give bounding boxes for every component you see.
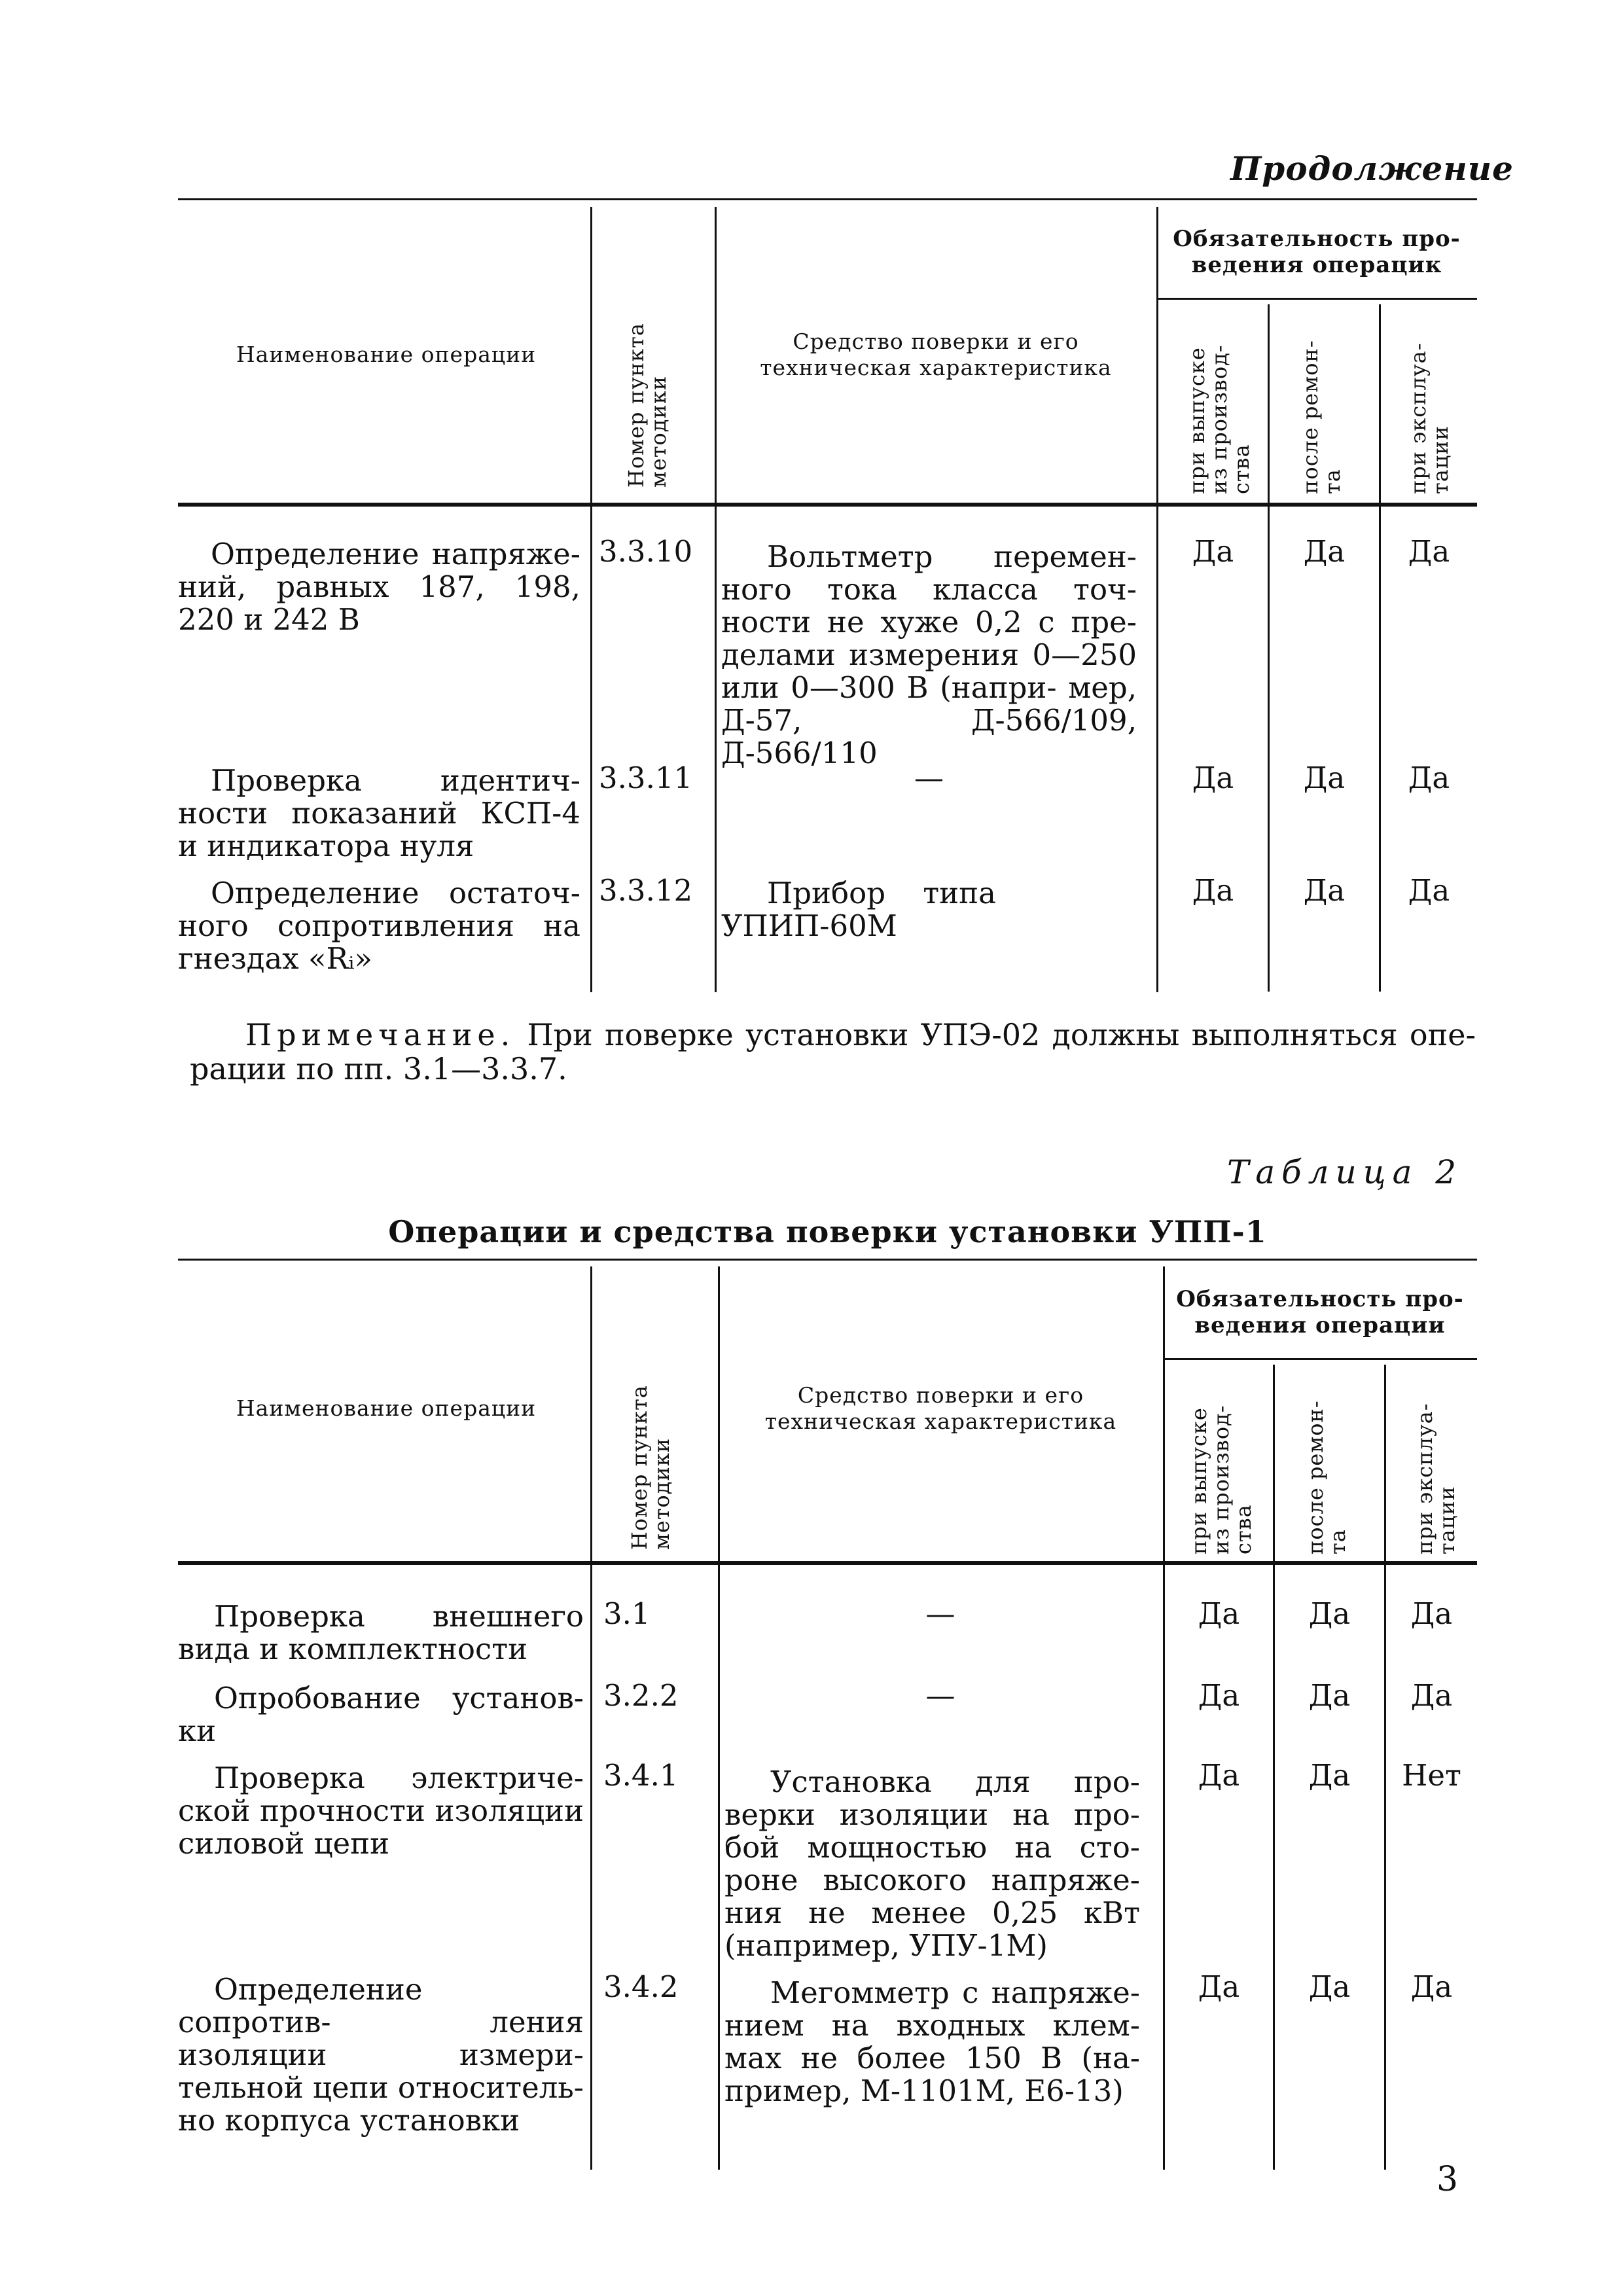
- in-operation: Нет: [1402, 1758, 1461, 1793]
- operation-name: Проверка внешнего вида и комплектности: [178, 1599, 584, 1666]
- at-release: Да: [1198, 1596, 1240, 1631]
- in-operation: Да: [1408, 873, 1450, 908]
- after-repair: Да: [1308, 1969, 1351, 2004]
- header-mandatory: Обязательность про- ведения операции: [1176, 1286, 1464, 1338]
- clause-number: 3.3.10: [599, 534, 693, 569]
- after-repair: Да: [1303, 534, 1346, 569]
- table-top-rule: [178, 198, 1477, 200]
- operation-name: Проверка электриче- ской прочности изоляции силовой цепи: [178, 1761, 584, 1861]
- clause-number: 3.4.1: [603, 1758, 679, 1793]
- in-operation: Да: [1408, 761, 1450, 795]
- column-divider: [715, 207, 717, 992]
- clause-number: 3.3.12: [599, 873, 693, 908]
- at-release: Да: [1198, 1678, 1240, 1713]
- header-bottom-rule: [178, 503, 1477, 507]
- verification-means: —: [925, 1678, 955, 1713]
- operation-name: Определение остаточ- ного сопротивления на гнездах «Rᵢ»: [178, 876, 580, 976]
- continuation-label: Продолжение: [1230, 149, 1514, 188]
- header-in-operation: при эксплуа- тации: [1412, 1403, 1459, 1554]
- header-verification-means: Средство поверки и его техническая характеристика: [760, 329, 1112, 380]
- operation-name: Определение сопротив- ления изоляции измери- тельной цепи относитель- но корпуса установки: [178, 1972, 584, 2138]
- at-release: Да: [1192, 534, 1234, 569]
- verification-means: —: [914, 761, 944, 795]
- in-operation: Да: [1408, 534, 1450, 569]
- operation-name: Проверка идентич- ности показаний КСП-4 и индикатора нуля: [178, 763, 580, 863]
- table-2-label: Таблица 2: [1227, 1153, 1463, 1191]
- verification-means: Прибор типа УПИП-60М: [721, 876, 996, 943]
- table-note: Примечание. При поверке установки УПЭ-02 должны выполняться опе- рации по пп. 3.1—3.3.7.: [190, 1017, 1476, 1086]
- after-repair: Да: [1303, 761, 1346, 795]
- column-divider: [590, 207, 592, 992]
- verification-means: Установка для про- верки изоляции на про- бой мощностью на сто- роне высокого напряже- ния не менее 0,25 кВт (например, УПУ-1М): [724, 1765, 1140, 1963]
- header-at-release: при выпуске из производ- ства: [1186, 1405, 1256, 1554]
- after-repair: Да: [1303, 873, 1346, 908]
- header-operation-name: Наименование операции: [236, 1395, 537, 1421]
- header-verification-means: Средство поверки и его техническая характеристика: [764, 1382, 1117, 1434]
- verification-means: Вольтметр перемен- ного тока класса точ- ности не хуже 0,2 с пре- делами измерения 0—250 или 0—300 В (напри- мер, Д-57, Д-566/109, Д-566/110: [721, 539, 1137, 770]
- clause-number: 3.1: [603, 1596, 651, 1631]
- header-in-operation: при эксплуа- тации: [1406, 342, 1453, 494]
- column-divider: [590, 1266, 592, 2170]
- page-number: 3: [1436, 2160, 1459, 2199]
- operation-name: Опробование установ- ки: [178, 1681, 584, 1748]
- header-after-repair: после ремон- та: [1303, 1400, 1350, 1554]
- table-2-title: Операции и средства поверки установки УПП-1: [388, 1214, 1267, 1249]
- header-clause-number: Номер пункта методики: [627, 1385, 674, 1550]
- header-at-release: при выпуске из производ- ства: [1185, 344, 1254, 494]
- header-bottom-rule: [178, 1561, 1477, 1565]
- header-clause-number: Номер пункта методики: [624, 323, 671, 488]
- header-subrule: [1163, 1358, 1477, 1360]
- table-top-rule: [178, 1259, 1477, 1261]
- in-operation: Да: [1410, 1678, 1453, 1713]
- verification-means: —: [925, 1596, 955, 1631]
- header-subrule: [1156, 298, 1477, 300]
- after-repair: Да: [1308, 1678, 1351, 1713]
- header-operation-name: Наименование операции: [236, 342, 537, 367]
- column-divider: [1163, 1266, 1165, 2170]
- clause-number: 3.2.2: [603, 1678, 679, 1713]
- at-release: Да: [1198, 1969, 1240, 2004]
- verification-means: Мегомметр с напряже- нием на входных клем- мах не более 150 В (на- пример, М-1101М, Е6-13): [724, 1975, 1140, 2108]
- at-release: Да: [1198, 1758, 1240, 1793]
- header-after-repair: после ремон- та: [1298, 340, 1345, 494]
- after-repair: Да: [1308, 1758, 1351, 1793]
- in-operation: Да: [1410, 1969, 1453, 2004]
- operation-name: Определение напряже- ний, равных 187, 198, 220 и 242 В: [178, 537, 580, 637]
- header-mandatory: Обязательность про- ведения операцик: [1173, 226, 1461, 278]
- in-operation: Да: [1410, 1596, 1453, 1631]
- at-release: Да: [1192, 761, 1234, 795]
- at-release: Да: [1192, 873, 1234, 908]
- clause-number: 3.4.2: [603, 1969, 679, 2004]
- column-divider: [718, 1266, 720, 2170]
- after-repair: Да: [1308, 1596, 1351, 1631]
- clause-number: 3.3.11: [599, 761, 693, 795]
